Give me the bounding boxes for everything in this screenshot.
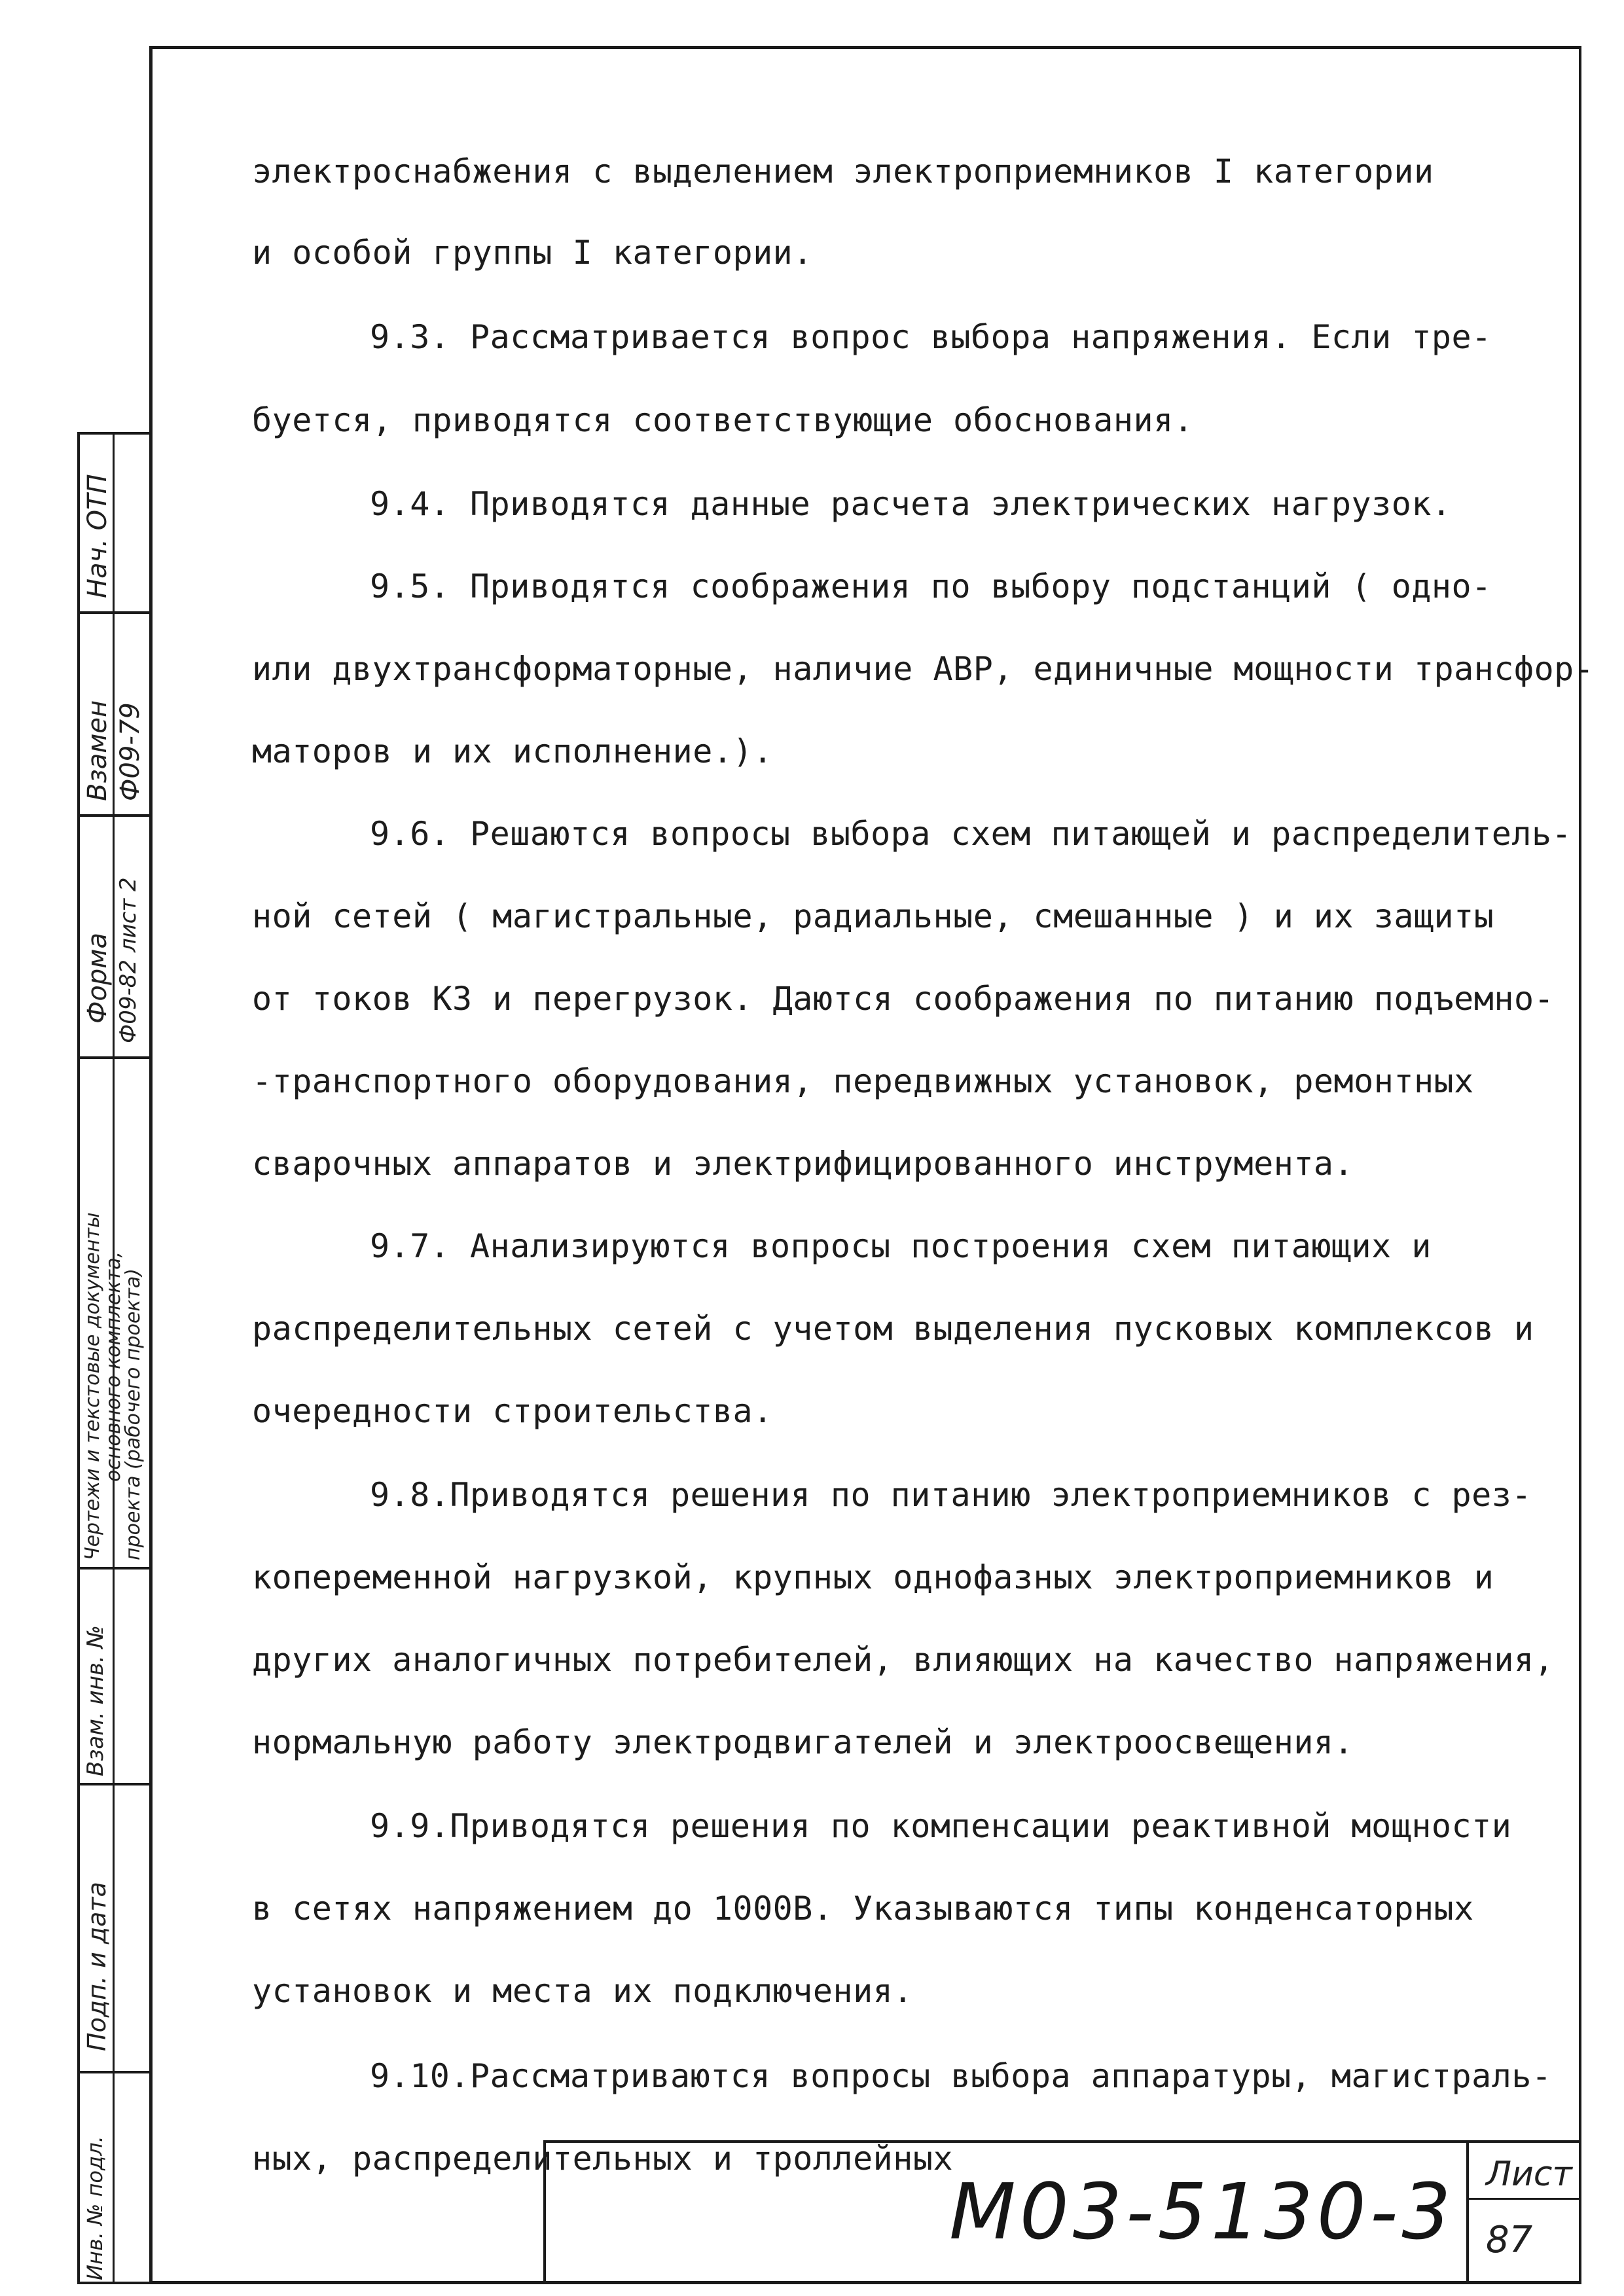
sheet-number: 87 [1486,2219,1533,2261]
sheet-cell-divider [1466,2198,1581,2200]
stamp-vzamen-value: Ф09-79 [115,702,145,801]
text-line: ной сетей ( магистральные, радиальные, смешанные ) и их защиты [252,897,1494,935]
stamp-nach-otp: Нач. ОТП [82,474,113,598]
stamp-vzam-inv: Взам. инв. № [82,1625,109,1776]
text-line: ных, распределительных и троллейных [252,2140,954,2178]
text-line: установок и места их подключения. [252,1972,913,2010]
stamp-cell-border [80,611,149,614]
stamp-documents-line3: проекта (рабочего проекта) [122,1268,145,1560]
paragraph-9-9: 9.9.Приводятся решения по компенсации реактивной мощности [370,1807,1512,1845]
paragraph-9-8: 9.8.Приводятся решения по питанию электроприемников с рез- [370,1476,1532,1514]
stamp-cell-border [80,814,149,817]
stamp-cell-border [80,1567,149,1570]
text-line: копеременной нагрузкой, крупных однофазных электроприемников и [252,1558,1494,1596]
text-line: нормальную работу электродвигателей и электроосвещения. [252,1723,1354,1761]
paragraph-9-3: 9.3. Рассматривается вопрос выбора напряжения. Если тре- [370,318,1492,356]
stamp-inv-podl: Инв. № подл. [82,2136,107,2280]
stamp-vzamen-label: Взамен [82,700,113,801]
document-code: М03-5130-3 [949,2166,1455,2257]
side-stamp [77,432,149,2284]
stamp-podp-data: Подп. и дата [82,1882,111,2051]
stamp-documents-line2: основного комплекта, [102,1251,125,1482]
title-block [543,2140,1581,2284]
paragraph-9-7: 9.7. Анализируются вопросы построения схем питающих и [370,1227,1432,1265]
paragraph-9-10: 9.10.Рассматриваются вопросы выбора аппаратуры, магистраль- [370,2057,1552,2095]
text-line: в сетях напряжением до 1000В. Указываются типы конденсаторных [252,1890,1474,1928]
text-line: или двухтрансформаторные, наличие АВР, единичные мощности трансфор- [252,650,1595,688]
stamp-forma-label: Форма [82,933,113,1024]
text-line: маторов и их исполнение.). [252,732,773,770]
title-block-left-border [543,2140,546,2284]
title-block-top-border [543,2140,1581,2143]
text-line: и особой группы I категории. [252,234,813,272]
text-line: распределительных сетей с учетом выделения пусковых комплексов и [252,1310,1534,1348]
stamp-documents: Чертежи и текстовые документы [81,1212,104,1560]
stamp-cell-border [80,1056,149,1059]
sheet-cell-border [1466,2140,1469,2284]
text-line: электроснабжения с выделением электроприемников I категории [252,152,1434,190]
text-line: буется, приводятся соответствующие обоснования. [252,401,1194,439]
text-line: очередности строительства. [252,1392,773,1430]
stamp-cell-border [80,2071,149,2073]
stamp-cell-border [80,1783,149,1785]
text-line: сварочных аппаратов и электрифицированного инструмента. [252,1145,1354,1183]
text-line: от токов КЗ и перегрузок. Даются соображения по питанию подъемно- [252,980,1555,1018]
sheet-label: Лист [1486,2155,1572,2194]
paragraph-9-5: 9.5. Приводятся соображения по выбору подстанций ( одно- [370,567,1492,605]
paragraph-9-4: 9.4. Приводятся данные расчета электрических нагрузок. [370,485,1452,523]
text-line: -транспортного оборудования, передвижных установок, ремонтных [252,1062,1474,1100]
text-line: других аналогичных потребителей, влияющих на качество напряжения, [252,1641,1555,1679]
paragraph-9-6: 9.6. Решаются вопросы выбора схем питающей и распределитель- [370,815,1572,853]
stamp-forma-value: Ф09-82 лист 2 [115,877,141,1043]
